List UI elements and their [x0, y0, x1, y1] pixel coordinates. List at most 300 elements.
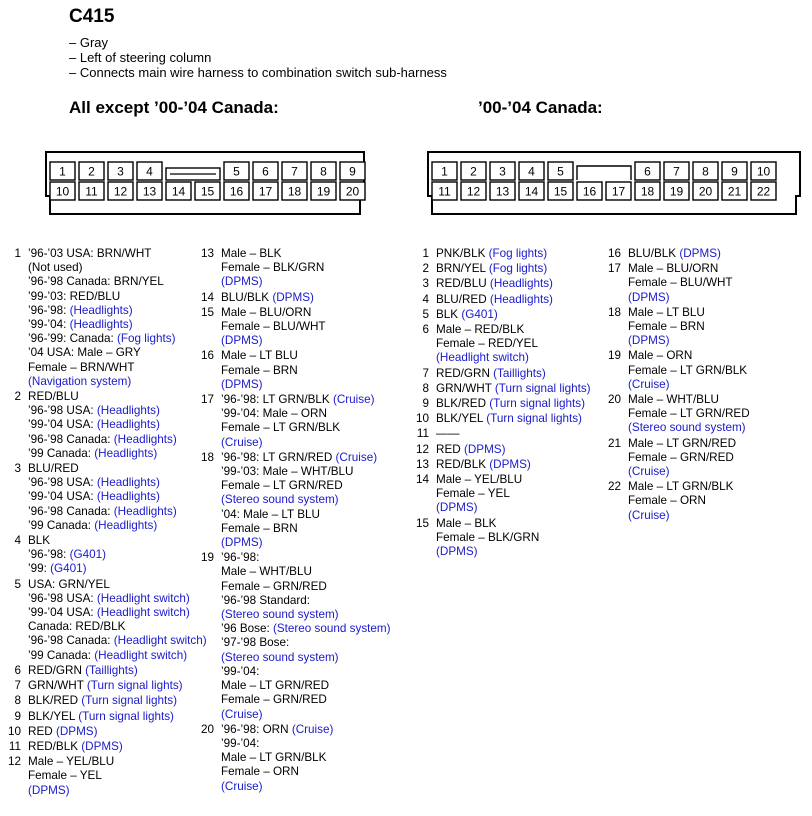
- pin-description: [436, 473, 613, 516]
- pin-number: 19: [669, 184, 684, 199]
- circuit-reference: (DPMS): [628, 334, 670, 348]
- pin-number: 3: [499, 164, 506, 179]
- pin-description-line: [628, 494, 810, 508]
- pin-description: [436, 308, 613, 322]
- wire-info: Female – BRN: [628, 320, 705, 334]
- pin-number: 20: [200, 722, 214, 736]
- pin-entry-5: [413, 308, 613, 322]
- wire-info: ’96-’98 USA:: [28, 476, 97, 490]
- pin-description-line: [628, 306, 810, 320]
- pin-description-line: [436, 262, 613, 276]
- wire-info: RED/BLK: [436, 457, 490, 471]
- wire-info: Canada: RED/BLK: [28, 620, 126, 634]
- pin-description-line: [628, 334, 810, 348]
- pinout-column-3: [413, 247, 613, 560]
- pin-description-line: [28, 725, 205, 739]
- circuit-reference: (Cruise): [221, 435, 263, 449]
- circuit-reference: (Stereo sound system): [221, 493, 339, 507]
- pin-number: 21: [607, 436, 621, 450]
- wire-info: ’96-’98 Canada: BRN/YEL: [28, 275, 164, 289]
- wire-info: RED/GRN: [436, 366, 494, 380]
- wire-info: Female – BLK/GRN: [436, 530, 540, 544]
- wire-info: Male – YEL/BLU: [436, 473, 523, 487]
- wire-info: Female – BRN/WHT: [28, 360, 135, 374]
- pin-entry-19: [198, 551, 413, 721]
- pin-description-line: [28, 462, 205, 476]
- wire-info: ’96-’03 USA: BRN/WHT: [28, 247, 152, 260]
- pin-description-line: [436, 308, 613, 322]
- pin-description: [28, 534, 205, 577]
- pin-description-line: [221, 320, 413, 334]
- pin-description-line: [628, 407, 810, 421]
- pin-number: 11: [85, 184, 98, 199]
- circuit-reference: (DPMS): [221, 334, 263, 348]
- description-line: – Connects main wire harness to combination switch sub-harness: [69, 65, 447, 80]
- pin-number: 4: [146, 164, 153, 179]
- pin-entry-4: [413, 293, 613, 307]
- pin-description: [28, 578, 207, 663]
- pin-description: [436, 427, 613, 441]
- pin-description: [28, 462, 205, 533]
- pin-number: 6: [422, 323, 429, 337]
- pin-number: 1: [441, 164, 448, 179]
- wire-info: Female – GRN/RED: [628, 450, 734, 464]
- pin-description-line: [28, 519, 205, 533]
- pin-entry-13: [413, 458, 613, 472]
- wire-info: RED/BLU: [28, 390, 79, 404]
- pin-number: 12: [113, 184, 128, 199]
- wire-info: Female – GRN/RED: [221, 693, 327, 707]
- circuit-reference: (G401): [461, 307, 498, 321]
- pin-description-line: [28, 346, 205, 360]
- pin-number: 21: [727, 184, 742, 199]
- pin-description-line: [28, 418, 205, 432]
- wire-info: Female – YEL: [436, 487, 510, 501]
- pin-description-line: [221, 247, 413, 261]
- pin-description-line: [28, 784, 205, 798]
- circuit-reference: (Turn signal lights): [494, 381, 591, 395]
- pin-number: 20: [345, 184, 360, 199]
- wire-info: BLK: [28, 534, 51, 548]
- pin-number: 10: [7, 724, 21, 738]
- description-line: – Left of steering column: [69, 50, 212, 65]
- pin-entry-7: [5, 679, 205, 693]
- wire-info: Male – BLU/ORN: [628, 262, 719, 276]
- right-heading: ’00-’04 Canada:: [478, 98, 603, 117]
- pin-description-line: [28, 433, 205, 447]
- wire-info: Male – LT BLU: [628, 305, 705, 319]
- pin-description-line: [628, 262, 810, 276]
- wire-info: ’96-’99: Canada:: [28, 332, 118, 346]
- pin-description-line: [436, 545, 613, 559]
- circuit-reference: (Cruise): [628, 465, 670, 479]
- pin-entry-10: [413, 412, 613, 426]
- circuit-reference: (DPMS): [436, 545, 478, 559]
- pin-entry-20: [605, 393, 810, 436]
- pin-number: 18: [607, 305, 621, 319]
- pin-number: 16: [229, 184, 244, 199]
- wire-info: BRN/YEL: [436, 262, 489, 276]
- pin-description: [221, 451, 413, 550]
- pin-description-line: [628, 509, 810, 523]
- pin-number: 15: [200, 184, 215, 199]
- circuit-reference: (Cruise): [291, 722, 334, 736]
- wire-info: ’96-’98 Standard:: [221, 593, 311, 607]
- pin-description: [436, 277, 613, 291]
- pin-number: 5: [233, 164, 240, 179]
- pin-description-line: [221, 765, 413, 779]
- pin-description: [628, 349, 810, 392]
- pin-description-line: [628, 291, 810, 305]
- pin-entry-3: [413, 277, 613, 291]
- pin-description-line: [28, 490, 205, 504]
- wire-info: Male – LT GRN/BLK: [221, 751, 327, 765]
- circuit-reference: (Headlights): [96, 476, 160, 490]
- wire-info: ’97-’98 Bose:: [221, 636, 290, 650]
- pin-description-line: [628, 451, 810, 465]
- circuit-reference: (G401): [69, 548, 106, 562]
- pin-entry-20: [198, 723, 413, 794]
- pin-description: [221, 291, 413, 305]
- pin-entry-19: [605, 349, 810, 392]
- pin-description-line: [28, 476, 205, 490]
- circuit-reference: (Turn signal lights): [486, 412, 582, 426]
- pin-description-line: [28, 694, 205, 708]
- pin-entry-12: [413, 443, 613, 457]
- pin-number: 7: [291, 164, 298, 179]
- pin-number: 9: [731, 164, 738, 179]
- pin-number: 10: [415, 412, 429, 426]
- wire-info: BLK/RED: [28, 694, 82, 708]
- wire-info: RED/BLK: [28, 739, 82, 753]
- pin-description: [221, 551, 413, 721]
- pin-description-line: [221, 665, 413, 679]
- circuit-reference: (Turn signal lights): [86, 679, 183, 693]
- pin-description-line: [221, 608, 413, 622]
- wire-info: ’96-’98: LT GRN/BLK: [221, 393, 333, 407]
- pin-number: 15: [200, 305, 214, 319]
- pin-description-line: [628, 421, 810, 435]
- pin-description-line: [28, 769, 205, 783]
- pin-description-line: [221, 651, 413, 665]
- pin-description-line: [221, 407, 413, 421]
- pin-entry-14: [413, 473, 613, 516]
- wire-info: ’99-’04 USA:: [28, 606, 97, 620]
- pin-description-line: [28, 548, 205, 562]
- wire-info: Male – ORN: [628, 349, 693, 363]
- wire-info: Female – GRN/RED: [221, 579, 327, 593]
- pin-description-line: [28, 304, 205, 318]
- pin-description-line: [221, 636, 413, 650]
- pin-description-line: [221, 594, 413, 608]
- pin-description: [436, 443, 613, 457]
- pin-number: 1: [59, 164, 66, 179]
- wire-info: Female – BLU/WHT: [628, 276, 733, 290]
- pin-number: 14: [200, 290, 214, 304]
- pin-entry-15: [413, 517, 613, 560]
- pin-description-line: [28, 247, 205, 261]
- wire-info: BLK/RED: [436, 397, 490, 411]
- circuit-reference: (Cruise): [628, 377, 670, 391]
- pin-number: 12: [415, 442, 429, 456]
- pin-number: 17: [607, 262, 621, 276]
- circuit-reference: (Headlight switch): [96, 591, 190, 605]
- pin-number: 17: [200, 393, 214, 407]
- pin-description-line: [436, 501, 613, 515]
- pin-description: [436, 382, 613, 396]
- circuit-reference: (Cruise): [332, 393, 375, 407]
- circuit-reference: (Fog lights): [488, 262, 548, 276]
- circuit-reference: (Fog lights): [488, 247, 548, 260]
- pin-number: 3: [422, 277, 429, 291]
- pin-number: 9: [422, 397, 429, 411]
- pin-number: 8: [14, 694, 21, 708]
- pin-description-line: [28, 505, 205, 519]
- pin-description: [436, 262, 613, 276]
- pin-entry-9: [5, 710, 205, 724]
- pin-description-line: [28, 740, 205, 754]
- pin-description-line: [436, 473, 613, 487]
- wire-info: ’96-’98:: [28, 548, 70, 562]
- pin-number: 7: [14, 679, 21, 693]
- circuit-reference: (Stereo sound system): [628, 421, 746, 435]
- pin-entry-12: [5, 755, 205, 798]
- description-line: – Gray: [69, 35, 109, 50]
- pin-description-line: [436, 323, 613, 337]
- pin-number: 13: [415, 457, 429, 471]
- wire-info: ’99:: [28, 562, 51, 576]
- wire-info: Male – LT GRN/RED: [628, 436, 737, 450]
- pin-entry-16: [605, 247, 810, 261]
- wire-info: Female – LT GRN/BLK: [628, 363, 748, 377]
- circuit-reference: (DPMS): [463, 442, 506, 456]
- left-heading: All except ’00-’04 Canada:: [69, 98, 279, 117]
- pin-number: 8: [422, 381, 429, 395]
- pin-description-line: [628, 393, 810, 407]
- pin-description: [28, 710, 205, 724]
- pin-description-line: [221, 479, 413, 493]
- pin-description-line: [28, 755, 205, 769]
- pin-number: 7: [673, 164, 680, 179]
- pin-number: 5: [557, 164, 564, 179]
- pin-number: 22: [756, 184, 771, 199]
- circuit-reference: (Cruise): [628, 508, 670, 522]
- pin-entry-3: [5, 462, 205, 533]
- wire-info: ’99-’04:: [221, 736, 260, 750]
- pin-description-line: [221, 306, 413, 320]
- pin-description-line: [436, 367, 613, 381]
- pin-description-line: [221, 565, 413, 579]
- pin-description-line: [221, 393, 413, 407]
- pin-number: 8: [702, 164, 709, 179]
- pin-number: 13: [200, 247, 214, 260]
- wire-info: ’96-’98: ORN: [221, 722, 292, 736]
- wire-info: ’96-’98 USA:: [28, 404, 97, 418]
- wire-info: ’96-’98 Canada:: [28, 432, 114, 446]
- wire-info: Female – BRN: [221, 521, 298, 535]
- wire-info: Male – BLU/ORN: [221, 305, 312, 319]
- pin-description-line: [221, 493, 413, 507]
- pin-description-line: [221, 536, 413, 550]
- wire-info: ’96-’98:: [28, 303, 70, 317]
- pin-entry-10: [5, 725, 205, 739]
- circuit-reference: (Headlight switch): [94, 648, 188, 662]
- circuit-reference: (Headlights): [69, 318, 133, 332]
- wire-info: BLU/RED: [436, 292, 490, 306]
- pin-number: 6: [262, 164, 269, 179]
- circuit-reference: (DPMS): [489, 457, 531, 471]
- pin-description-line: [28, 710, 205, 724]
- pin-number: 16: [582, 184, 597, 199]
- pin-description: [628, 393, 810, 436]
- wire-info: BLU/RED: [28, 462, 79, 476]
- wire-info: Female – RED/YEL: [436, 337, 538, 351]
- pin-description: [221, 393, 413, 450]
- pin-entry-15: [198, 306, 413, 349]
- pin-description-line: [628, 480, 810, 494]
- circuit-reference: (DPMS): [679, 247, 721, 260]
- pin-description-line: [221, 508, 413, 522]
- wire-info: GRN/WHT: [28, 679, 87, 693]
- pin-entry-11: [413, 427, 613, 441]
- pin-description: [628, 306, 810, 349]
- pin-number: 10: [756, 164, 771, 179]
- pin-description-line: [221, 693, 413, 707]
- wire-info: ’99-’03: RED/BLU: [28, 289, 121, 303]
- wire-info: ’04 USA: Male – GRY: [28, 346, 141, 360]
- circuit-reference: (Headlights): [94, 518, 158, 532]
- pin-description-line: [436, 382, 613, 396]
- wire-info: RED: [436, 442, 464, 456]
- pin-description-line: [436, 443, 613, 457]
- pinout-column-4: [605, 247, 810, 524]
- pin-number: 2: [88, 164, 95, 179]
- wire-info: RED/GRN: [28, 663, 86, 677]
- pin-description: [436, 367, 613, 381]
- circuit-reference: (Stereo sound system): [221, 650, 339, 664]
- pin-description-line: [28, 620, 207, 634]
- circuit-reference: (DPMS): [28, 783, 70, 797]
- pin-description-line: [436, 427, 613, 441]
- pin-number: 12: [466, 184, 481, 199]
- wire-info: Female – LT GRN/RED: [221, 479, 343, 493]
- pin-description-line: [28, 361, 205, 375]
- pin-number: 2: [422, 262, 429, 276]
- pin-description-line: [221, 465, 413, 479]
- pin-entry-21: [605, 437, 810, 480]
- pin-description-line: [28, 649, 207, 663]
- pin-description-line: [221, 679, 413, 693]
- pin-description-line: [628, 364, 810, 378]
- wire-info: ’99-’04 USA:: [28, 490, 97, 504]
- pin-description-line: [28, 375, 205, 389]
- pin-number: 9: [349, 164, 356, 179]
- pin-number: 2: [14, 390, 21, 404]
- wire-info: Female – BLU/WHT: [221, 320, 326, 334]
- pin-description: [436, 412, 613, 426]
- pin-description: [436, 293, 613, 307]
- wire-info: BLK/YEL: [436, 412, 487, 426]
- pin-entry-2: [5, 390, 205, 461]
- pin-description-line: [628, 276, 810, 290]
- pin-number: 17: [258, 184, 273, 199]
- wire-info: ’96-’98: LT GRN/RED: [221, 450, 336, 464]
- wire-info: BLK/YEL: [28, 709, 79, 723]
- wire-info: ’96-’98:: [221, 551, 260, 565]
- pin-entry-17: [605, 262, 810, 305]
- pin-description-line: [221, 364, 413, 378]
- pin-description-line: [221, 522, 413, 536]
- pin-entry-2: [413, 262, 613, 276]
- pin-entry-4: [5, 534, 205, 577]
- wire-info: Male – WHT/BLU: [221, 565, 312, 579]
- pin-entry-8: [413, 382, 613, 396]
- pin-description: [221, 349, 413, 392]
- page-title: C415: [69, 6, 115, 27]
- wire-info: RED: [28, 724, 56, 738]
- wire-info: Male – RED/BLK: [436, 323, 525, 337]
- pin-entry-8: [5, 694, 205, 708]
- pin-description: [436, 397, 613, 411]
- pin-description-line: [221, 580, 413, 594]
- wire-info: ’96-’98 Canada:: [28, 504, 114, 518]
- circuit-reference: (DPMS): [272, 290, 314, 304]
- wire-info: Male – YEL/BLU: [28, 755, 115, 769]
- pin-description-line: [436, 337, 613, 351]
- pin-entry-9: [413, 397, 613, 411]
- circuit-reference: (Stereo sound system): [272, 622, 391, 636]
- wire-info: Male – WHT/BLU: [628, 393, 719, 407]
- circuit-reference: (Headlights): [96, 418, 160, 432]
- pin-description-line: [28, 404, 205, 418]
- pin-description-line: [28, 447, 205, 461]
- pin-description-line: [28, 275, 205, 289]
- pin-description-line: [436, 458, 613, 472]
- pin-entry-17: [198, 393, 413, 450]
- pin-number: 1: [14, 247, 21, 260]
- wire-info: Male – BLK: [436, 516, 497, 530]
- wire-info: BLK: [436, 307, 462, 321]
- pin-description-line: [436, 397, 613, 411]
- wire-info: Male – BLK: [221, 247, 282, 260]
- circuit-reference: (Headlights): [113, 504, 177, 518]
- wire-info: Female – YEL: [28, 769, 102, 783]
- circuit-reference: (Headlights): [69, 303, 133, 317]
- pin-description-line: [221, 780, 413, 794]
- pin-description-line: [628, 437, 810, 451]
- circuit-reference: (Headlights): [489, 277, 553, 291]
- pin-number: 5: [422, 307, 429, 321]
- pin-number: 15: [553, 184, 568, 199]
- pin-description-line: [436, 487, 613, 501]
- left-connector-diagram: [44, 148, 366, 216]
- pin-description-line: [628, 349, 810, 363]
- pin-description: [436, 323, 613, 366]
- pin-description: [628, 480, 810, 523]
- pin-number: 13: [142, 184, 157, 199]
- circuit-reference: (Navigation system): [28, 374, 132, 388]
- wire-info: Female – LT GRN/RED: [628, 407, 750, 421]
- circuit-reference: (Taillights): [85, 663, 138, 677]
- pin-number: 2: [470, 164, 477, 179]
- pin-number: 16: [607, 247, 621, 260]
- pin-number: 3: [14, 462, 21, 476]
- pin-description: [221, 306, 413, 349]
- wire-info: RED/BLU: [436, 277, 490, 291]
- pin-description: [28, 755, 205, 798]
- pin-description: [28, 679, 205, 693]
- pin-number: 5: [14, 577, 21, 591]
